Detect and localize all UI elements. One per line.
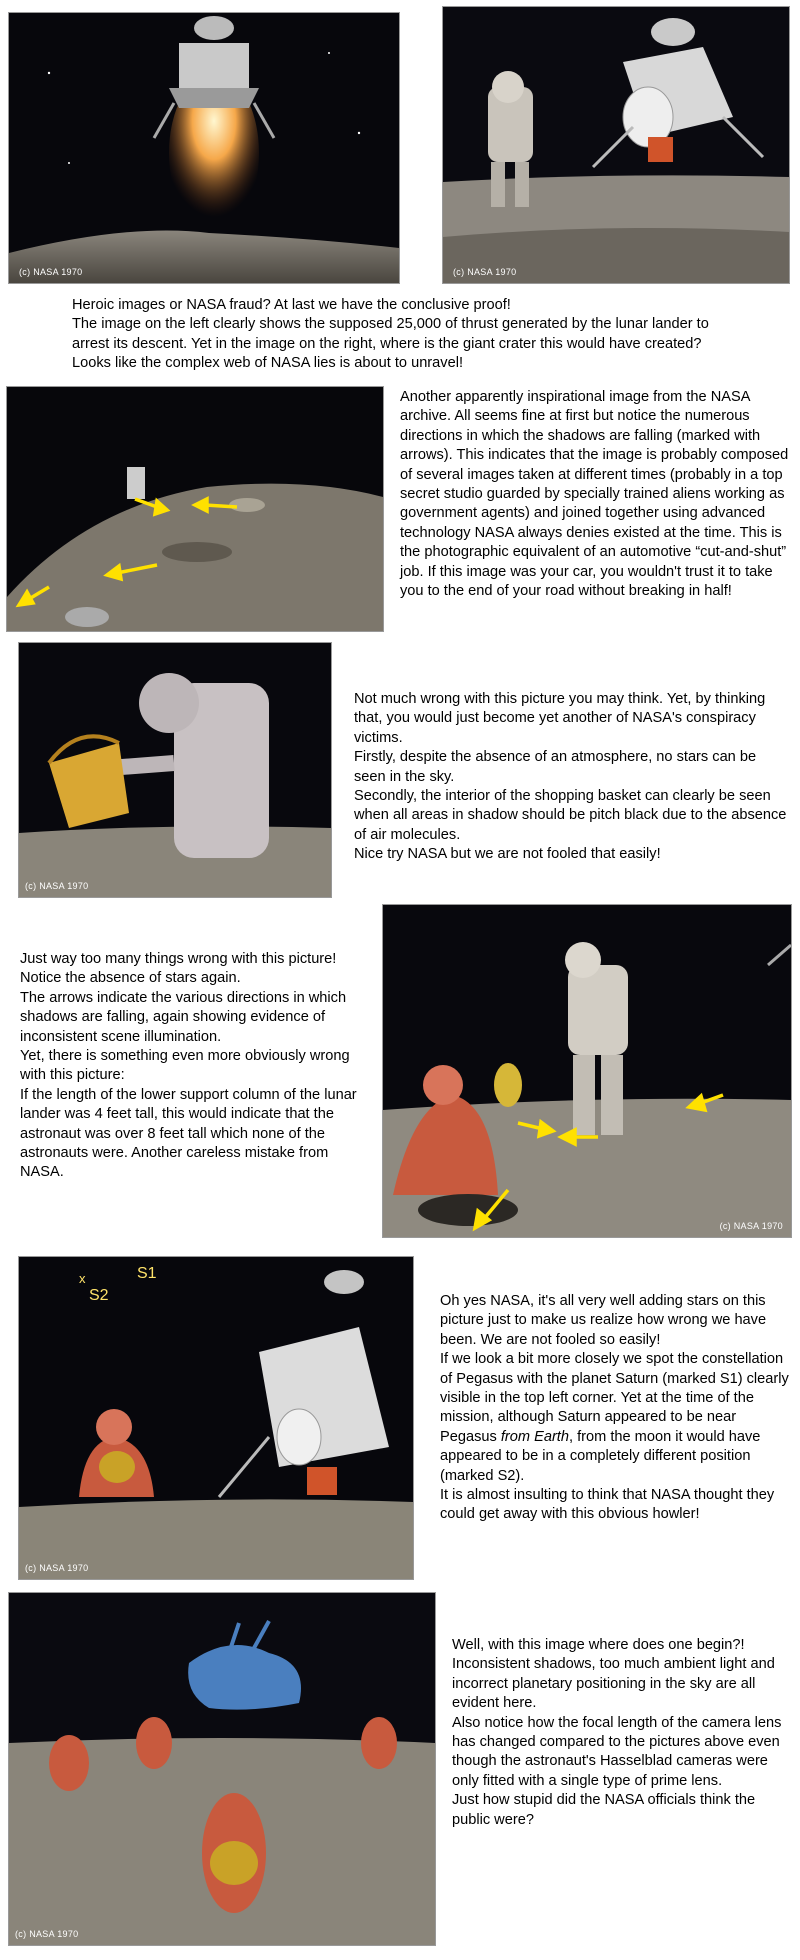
star-marker: x bbox=[79, 1271, 86, 1286]
section-3-text bbox=[354, 690, 790, 865]
paragraph-part: If we look a bit more closely we spot the constellation of Pegasus with the planet Saturn (marked S1) clearly visible in the top left corner. Yet at the time of the mission, although Saturn appeared to be near Pegasus bbox=[440, 1351, 789, 1445]
paragraph: The arrows indicate the various directions in which shadows are falling, again showing evidence of inconsistent scene illumination. bbox=[20, 989, 347, 1045]
paragraph: Inconsistent shadows, too much ambient light and incorrect planetary positioning in the sky are all evident here. bbox=[452, 1656, 775, 1712]
paragraph-part: , from the moon it would have appeared to be in a completely different position (marked S2). bbox=[440, 1428, 761, 1484]
paragraph: Not much wrong with this picture you may think. Yet, by thinking that, you would just become yet another of NASA's conspiracy victims. bbox=[354, 691, 766, 746]
photo-caption: (c) NASA 1970 bbox=[25, 1563, 89, 1573]
section-2-text bbox=[400, 388, 790, 601]
section-6-text bbox=[452, 1636, 782, 1830]
photo-caption: (c) NASA 1970 bbox=[25, 881, 89, 891]
star-label-s1: S1 bbox=[137, 1265, 157, 1282]
photo-astronaut-height bbox=[382, 904, 792, 1238]
photo-caption: (c) NASA 1970 bbox=[453, 267, 517, 277]
paragraph: Yet, there is something even more obviously wrong with this picture: bbox=[20, 1048, 350, 1084]
photo-lander-landed bbox=[442, 6, 790, 284]
paragraph: The image on the left clearly shows the supposed 25,000 of thrust generated by the lunar lander to arrest its descent. Yet in the image on the right, where is the giant crater this would have created? Looks like the complex web of NASA lies is about to unravel! bbox=[72, 316, 709, 372]
paragraph: Just way too many things wrong with this picture! bbox=[20, 951, 337, 967]
star-label-s2: S2 bbox=[89, 1287, 109, 1304]
paragraph: Heroic images or NASA fraud? At last we have the conclusive proof! bbox=[72, 297, 511, 313]
paragraph: It is almost insulting to think that NASA thought they could get away with this obvious howler! bbox=[440, 1487, 775, 1523]
paragraph: Firstly, despite the absence of an atmosphere, no stars can be seen in the sky. bbox=[354, 749, 757, 785]
paragraph: Nice try NASA but we are not fooled that easily! bbox=[354, 846, 661, 863]
paragraph bbox=[440, 1350, 790, 1486]
section-4-text bbox=[20, 950, 370, 1183]
paragraph: Notice the absence of stars again. bbox=[20, 970, 241, 987]
photo-caption: (c) NASA 1970 bbox=[719, 1221, 783, 1231]
photo-caption: (c) NASA 1970 bbox=[19, 267, 83, 277]
photo-creatures-scene bbox=[8, 1592, 436, 1946]
photo-pegasus-stars bbox=[18, 1256, 414, 1580]
paragraph: Secondly, the interior of the shopping basket can clearly be seen when all areas in shadow should be pitch black due to the absence of air molecules. bbox=[354, 788, 787, 843]
paragraph: Another apparently inspirational image from the NASA archive. All seems fine at first but notice the numerous directions in which the shadows are falling (marked with arrows). This indicates that the image is probably composed of several images taken at different times (probably in a top secret studio guarded by specially trained aliens working as government agents) and joined together using advanced technology NASA always denies existed at the time. This is the photographic equivalent of an automotive “cut-and-shut” job. If this image was your car, you wouldn't trust it to take you to the end of your road without breaking in half! bbox=[400, 389, 789, 600]
paragraph: Well, with this image where does one begin?! bbox=[452, 1637, 745, 1653]
paragraph: Oh yes NASA, it's all very well adding stars on this picture just to make us realize how wrong we have been. We are not fooled so easily! bbox=[440, 1293, 767, 1348]
paragraph: Just how stupid did the NASA officials think the public were? bbox=[452, 1792, 756, 1828]
photo-lander-descent bbox=[8, 12, 400, 284]
photo-astronaut-basket bbox=[18, 642, 332, 898]
photo-caption: (c) NASA 1970 bbox=[15, 1929, 79, 1939]
emphasis-text: from Earth bbox=[500, 1428, 569, 1445]
section-1-text bbox=[72, 296, 712, 374]
paragraph: Also notice how the focal length of the camera lens has changed compared to the pictures above even though the astronaut's Hasselblad cameras were only fitted with a single type of prime lens. bbox=[452, 1714, 782, 1789]
photo-crater-shadows bbox=[6, 386, 384, 632]
paragraph: If the length of the lower support column of the lunar lander was 4 feet tall, this would indicate that the astronaut was over 8 feet tall which none of the astronauts were. Another careless mistake from NASA. bbox=[20, 1086, 357, 1181]
section-5-text bbox=[440, 1292, 790, 1525]
